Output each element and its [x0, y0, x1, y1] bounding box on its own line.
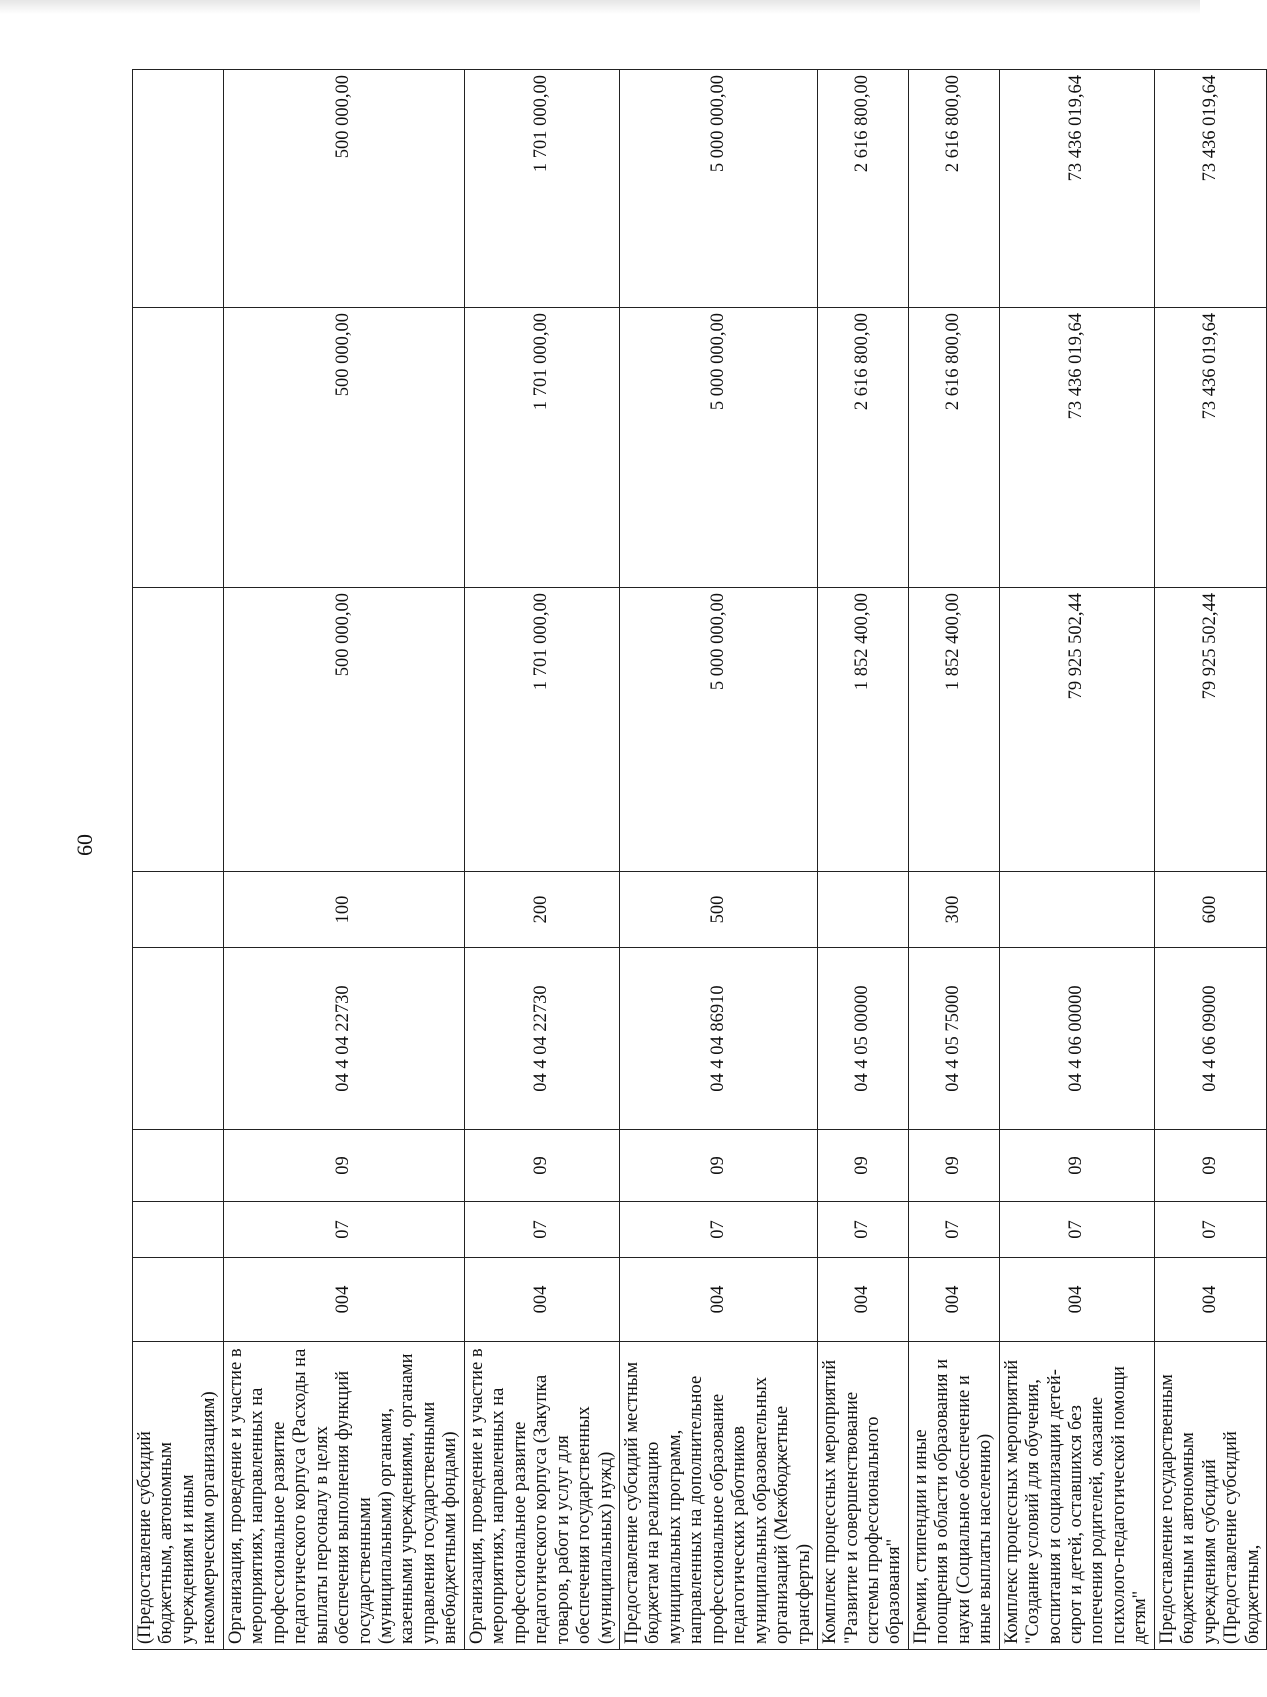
scan-edge — [0, 0, 1200, 14]
table-row — [908, 70, 999, 1650]
amount-year1-cell: 5 000 000,00 — [619, 588, 817, 872]
ministry-code-cell: 004 — [999, 1258, 1154, 1342]
section-code-cell: 07 — [464, 1202, 619, 1258]
row-name-cell: Организация, проведение и участие в мероприятиях, направленных на профессиональное развитие педагогического корпуса (Закупка товаров, работ и услуг для обеспечения государственных (муниципальных) нужд) — [464, 1342, 619, 1650]
amount-year2-cell: 2 616 800,00 — [908, 308, 999, 588]
row-name-cell: Комплекс процессных мероприятий "Создание условий для обучения, воспитания и социализации детей-сирот и детей, оставшихся без попечения родителей, оказание психолого-педагогической помощи детям" — [999, 1342, 1154, 1650]
subsection-code-cell: 09 — [464, 1130, 619, 1202]
table-row — [999, 70, 1154, 1650]
subsection-code-cell: 09 — [223, 1130, 464, 1202]
amount-year2-cell: 1 701 000,00 — [464, 308, 619, 588]
table-row — [464, 70, 619, 1650]
subsection-code-cell: 09 — [999, 1130, 1154, 1202]
table-row — [1154, 70, 1266, 1650]
expense-type-cell — [133, 872, 224, 948]
table-row — [133, 70, 224, 1650]
amount-year2-cell: 2 616 800,00 — [818, 308, 909, 588]
amount-year3-cell: 73 436 019,64 — [999, 70, 1154, 308]
amount-year3-cell — [133, 70, 224, 308]
section-code-cell: 07 — [619, 1202, 817, 1258]
target-article-cell: 04 4 05 00000 — [818, 948, 909, 1130]
ministry-code-cell: 004 — [1154, 1258, 1266, 1342]
amount-year1-cell — [133, 588, 224, 872]
section-code-cell: 07 — [999, 1202, 1154, 1258]
target-article-cell: 04 4 04 22730 — [464, 948, 619, 1130]
target-article-cell — [133, 948, 224, 1130]
row-name-cell: Организация, проведение и участие в мероприятиях, направленных на профессиональное развитие педагогического корпуса (Расходы на выплаты персоналу в целях обеспечения выполнения функций государственными (муниципальными) органами, казенными учреждениями, органами управления государственными внебюджетными фондами) — [223, 1342, 464, 1650]
ministry-code-cell: 004 — [818, 1258, 909, 1342]
ministry-code-cell: 004 — [619, 1258, 817, 1342]
page-number: 60 — [72, 834, 97, 856]
section-code-cell: 07 — [818, 1202, 909, 1258]
amount-year3-cell: 5 000 000,00 — [619, 70, 817, 308]
section-code-cell: 07 — [223, 1202, 464, 1258]
subsection-code-cell — [133, 1130, 224, 1202]
budget-table — [132, 69, 1267, 1650]
ministry-code-cell: 004 — [223, 1258, 464, 1342]
amount-year2-cell: 73 436 019,64 — [1154, 308, 1266, 588]
expense-type-cell: 300 — [908, 872, 999, 948]
amount-year1-cell: 1 852 400,00 — [818, 588, 909, 872]
table-row — [619, 70, 817, 1650]
target-article-cell: 04 4 04 22730 — [223, 948, 464, 1130]
ministry-code-cell — [133, 1258, 224, 1342]
ministry-code-cell: 004 — [908, 1258, 999, 1342]
amount-year2-cell — [133, 308, 224, 588]
amount-year3-cell: 73 436 019,64 — [1154, 70, 1266, 308]
expense-type-cell: 500 — [619, 872, 817, 948]
section-code-cell: 07 — [908, 1202, 999, 1258]
row-name-cell: Предоставление государственным бюджетным и автономным учреждениям субсидий (Предоставление субсидий бюджетным, — [1154, 1342, 1266, 1650]
target-article-cell: 04 4 04 86910 — [619, 948, 817, 1130]
row-name-cell: (Предоставление субсидий бюджетным, автономным учреждениям и иным некоммерческим организациям) — [133, 1342, 224, 1650]
amount-year2-cell: 5 000 000,00 — [619, 308, 817, 588]
amount-year1-cell: 79 925 502,44 — [999, 588, 1154, 872]
expense-type-cell: 600 — [1154, 872, 1266, 948]
row-name-cell: Комплекс процессных мероприятий "Развитие и совершенствование системы профессионального образования" — [818, 1342, 909, 1650]
subsection-code-cell: 09 — [619, 1130, 817, 1202]
table-row — [223, 70, 464, 1650]
amount-year1-cell: 1 701 000,00 — [464, 588, 619, 872]
ministry-code-cell: 004 — [464, 1258, 619, 1342]
section-code-cell: 07 — [1154, 1202, 1266, 1258]
amount-year3-cell: 1 701 000,00 — [464, 70, 619, 308]
target-article-cell: 04 4 05 75000 — [908, 948, 999, 1130]
amount-year1-cell: 500 000,00 — [223, 588, 464, 872]
expense-type-cell — [999, 872, 1154, 948]
subsection-code-cell: 09 — [818, 1130, 909, 1202]
amount-year1-cell: 79 925 502,44 — [1154, 588, 1266, 872]
amount-year3-cell: 2 616 800,00 — [908, 70, 999, 308]
target-article-cell: 04 4 06 09000 — [1154, 948, 1266, 1130]
row-name-cell: Премии, стипендии и иные поощрения в области образования и науки (Социальное обеспечение и иные выплаты населению) — [908, 1342, 999, 1650]
target-article-cell: 04 4 06 00000 — [999, 948, 1154, 1130]
expense-type-cell: 100 — [223, 872, 464, 948]
subsection-code-cell: 09 — [908, 1130, 999, 1202]
section-code-cell — [133, 1202, 224, 1258]
expense-type-cell — [818, 872, 909, 948]
amount-year3-cell: 500 000,00 — [223, 70, 464, 308]
amount-year2-cell: 500 000,00 — [223, 308, 464, 588]
amount-year2-cell: 73 436 019,64 — [999, 308, 1154, 588]
amount-year3-cell: 2 616 800,00 — [818, 70, 909, 308]
subsection-code-cell: 09 — [1154, 1130, 1266, 1202]
row-name-cell: Предоставление субсидий местным бюджетам на реализацию муниципальных программ, направленных на дополнительное профессиональное образование педагогических работников муниципальных образовательных организаций (Межбюджетные трансферты) — [619, 1342, 817, 1650]
table-row — [818, 70, 909, 1650]
amount-year1-cell: 1 852 400,00 — [908, 588, 999, 872]
expense-type-cell: 200 — [464, 872, 619, 948]
